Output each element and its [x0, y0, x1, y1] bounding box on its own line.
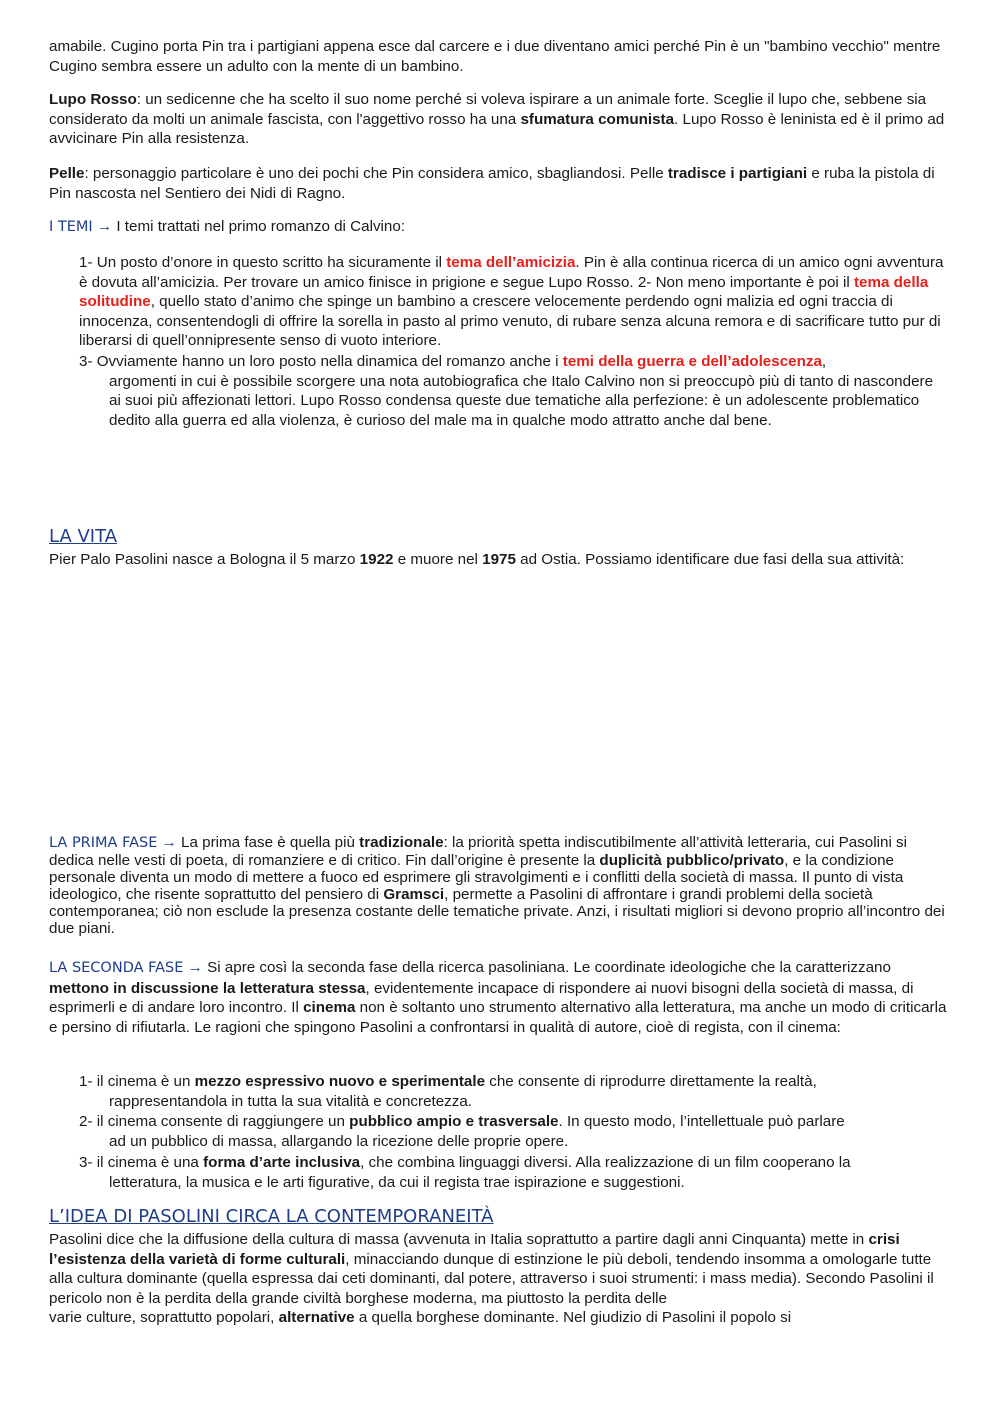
paragraph-text: , che combina linguaggi diversi. Alla realizzazione di un film cooperano la [360, 1154, 851, 1171]
bold-text: 1922 [359, 551, 394, 568]
paragraph-idea [49, 1230, 951, 1328]
paragraph-text: che consente di riprodurre direttamente la realtà, [485, 1073, 817, 1090]
highlight-red: temi della guerra e dell’adolescenza [562, 353, 822, 370]
section-heading-seconda-fase: LA SECONDA FASE [49, 960, 184, 976]
paragraph-text: , evidentemente incapace di rispondere ai nuovi bisogni della società di massa, di esprimerli e di andare loro incontro. Il [49, 979, 914, 1016]
temi-intro [49, 217, 951, 238]
paragraph-intro [49, 37, 951, 76]
section-heading-temi: I TEMI [49, 219, 93, 235]
paragraph-text: 3- il cinema è una [79, 1154, 204, 1171]
paragraph-text: , permette a Pasolini di affrontare i grandi problemi della società contemporanea; ciò non esclude la presenza costante delle tematiche private. Anzi, i risultati migliori si devono proprio all’incontro dei due piani. [49, 886, 945, 937]
paragraph-prima-fase [49, 834, 951, 937]
temi-item-1-2 [79, 253, 949, 351]
paragraph-text: e muore nel [393, 551, 483, 568]
list-item [79, 1153, 949, 1192]
highlight-red: tema dell’amicizia [446, 254, 576, 271]
arrow-icon: → [96, 218, 113, 235]
paragraph-text: I temi trattati nel primo romanzo di Calvino: [112, 218, 406, 235]
paragraph-text: , e la condizione personale diventa un modo di mettere a fuoco ed esprimere gli stravolgimenti e i conflitti della società di massa. Il punto di vista ideologico, che risente soprattutto del pensiero di [49, 852, 904, 903]
paragraph-text: . Pin è alla continua ricerca di un amico ogni avventura è dovuta all’amicizia. Per trovare un amico finisce in prigione e segue Lupo Rosso. 2- Non meno importante è poi il [79, 254, 944, 291]
paragraph-text: 1- Un posto d’onore in questo scritto ha sicuramente il [79, 254, 447, 271]
arrow-icon: → [161, 834, 177, 851]
bold-text: sfumatura comunista [520, 110, 675, 128]
paragraph-vita [49, 550, 951, 570]
paragraph-text: argomenti in cui è possibile scorgere una nota autobiografica che Italo Calvino non si preoccupò più di tanto di nascondere ai suoi più affezionati lettori. Lupo Rosso condensa queste due tematiche alla perfezione: è un adolescente problematico dedito alla guerra ed alla violenza, è curioso del male ma in qualche modo attratto anche dal bene. [109, 372, 934, 429]
paragraph-seconda-fase [49, 958, 951, 1037]
paragraph-text: Si apre così la seconda fase della ricerca pasoliniana. Le coordinate ideologiche che la caratterizzano [202, 959, 891, 976]
paragraph-text: rappresentandola in tutta la sua vitalità e concretezza. [109, 1092, 473, 1110]
paragraph-text: ad Ostia. Possiamo identificare due fasi della sua attività: [515, 551, 905, 568]
paragraph-text: . Lupo Rosso è leninista ed è il primo ad avvicinare Pin alla resistenza. [49, 110, 945, 147]
paragraph-text: Pasolini dice che la diffusione della cultura di massa (avvenuta in Italia soprattutto a partire dagli anni Cinquanta) mette in [49, 1231, 869, 1248]
section-heading-vita: LA VITA [49, 526, 118, 547]
bold-text: Gramsci [383, 886, 445, 903]
temi-item-3 [79, 352, 949, 430]
paragraph-lupo-rosso [49, 90, 951, 149]
bold-text: crisi l’esistenza della varietà di forme culturali [49, 1231, 900, 1268]
list-item [79, 1112, 949, 1151]
paragraph-text: : la priorità spetta indiscutibilmente all’attività letteraria, cui Pasolini si dedica nelle vesti di poeta, di romanziere e di critico. Fin dall’origine è presente la [49, 834, 908, 869]
paragraph-text: e ruba la pistola di Pin nascosta nel Sentiero dei Nidi di Ragno. [49, 165, 935, 202]
paragraph-text: , quello stato d’animo che spinge un bambino a crescere velocemente perdendo ogni malizia ed ogni traccia di innocenza, consentendogli di offrire la sorella in pasto al primo venuto, di rubare senza alcuna remora e di sacrificare tutto pur di liberarsi di quell’onnipresente senso di vuoto interiore. [79, 293, 941, 349]
paragraph-text: , minacciando dunque di estinzione le più deboli, tendendo insomma a omologarle tutte alla cultura dominante (quella espressa dai ceti dominanti, dal potere, attraverso i suoi strumenti: i mass media). Secondo Pasolini il pericolo non è la perdita della grande civiltà borghese moderna, ma piuttosto la perdita delle [49, 1250, 934, 1307]
bold-text: mezzo espressivo nuovo e sperimentale [194, 1073, 486, 1090]
paragraph-text: 2- il cinema consente di raggiungere un [79, 1113, 350, 1130]
paragraph-text: La prima fase è quella più [176, 834, 360, 851]
bold-text: alternative [278, 1309, 355, 1326]
list-item [79, 1072, 949, 1111]
highlight-red: tema della solitudine [79, 273, 929, 310]
paragraph-text: ad un pubblico di massa, allargando la ricezione delle proprie opere. [109, 1132, 569, 1150]
paragraph-line [49, 1308, 951, 1328]
character-name: Lupo Rosso [49, 91, 137, 108]
paragraph-pelle [49, 164, 951, 203]
paragraph-text: , [821, 353, 827, 370]
bold-text: duplicità pubblico/privato [599, 852, 785, 869]
paragraph-text: Pier Palo Pasolini nasce a Bologna il 5 marzo [49, 551, 360, 568]
paragraph-text: non è soltanto uno strumento alternativo alla letteratura, ma anche un modo di criticarla e persino di rifiutarla. Le ragioni che spingono Pasolini a confrontarsi in qualità di autore, cioè di regista, con il cinema: [49, 999, 947, 1036]
paragraph-text: letteratura, la musica e le arti figurative, da cui il regista trae ispirazione e suggestioni. [109, 1173, 685, 1191]
bold-text: pubblico ampio e trasversale [349, 1113, 559, 1130]
paragraph-text: 1- il cinema è un [79, 1073, 195, 1090]
section-heading-idea: L’IDEA DI PASOLINI CIRCA LA CONTEMPORANEITÀ [49, 1206, 494, 1227]
bold-text: 1975 [482, 551, 516, 568]
character-name: Pelle [49, 165, 85, 182]
paragraph-text: . In questo modo, l’intellettuale può parlare [558, 1113, 845, 1130]
bold-text: tradisce i partigiani [667, 165, 808, 182]
bold-text: tradizionale [359, 834, 444, 851]
paragraph-text: : un sedicenne che ha scelto il suo nome perché si voleva ispirare a un animale forte. Sceglie il lupo che, sebbene sia considerato da molti un animale fascista, con l'aggettivo rosso ha una [49, 91, 927, 128]
paragraph-text: varie culture, soprattutto popolari, [49, 1309, 279, 1326]
section-heading-prima-fase: LA PRIMA FASE [49, 835, 158, 851]
paragraph-text: : personaggio particolare è uno dei pochi che Pin considera amico, sbagliandosi. Pelle [84, 165, 668, 182]
bold-text: cinema [303, 999, 356, 1016]
paragraph-text: amabile. Cugino porta Pin tra i partigiani appena esce dal carcere e i due diventano amici perché Pin è un "bambino vecchio" mentre Cugino sembra essere un adulto con la mente di un bambino. [49, 38, 941, 75]
paragraph-text: 3- Ovviamente hanno un loro posto nella dinamica del romanzo anche i [79, 353, 563, 370]
paragraph-text: a quella borghese dominante. Nel giudizio di Pasolini il popolo si [354, 1309, 792, 1326]
bold-text: mettono in discussione la letteratura stessa [49, 979, 366, 997]
bold-text: forma d’arte inclusiva [203, 1154, 361, 1171]
arrow-icon: → [187, 959, 203, 976]
